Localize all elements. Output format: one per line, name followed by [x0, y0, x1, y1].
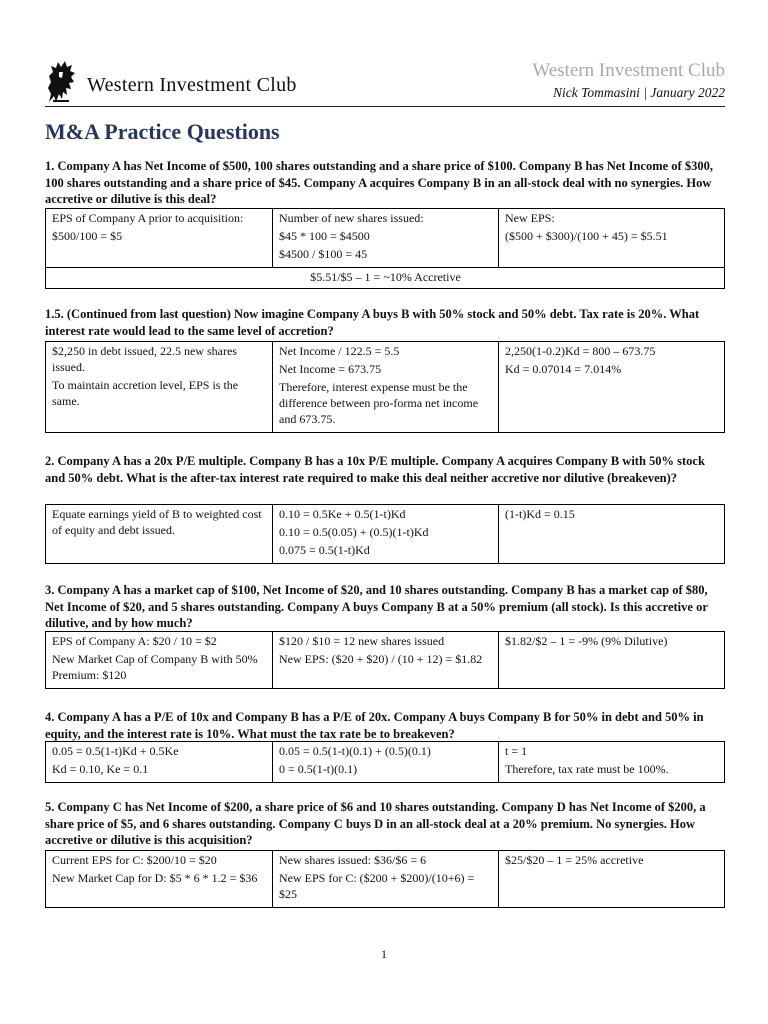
question-5: 5. Company C has Net Income of $200, a share price of $6 and 10 shares outstanding. Company D has Net Income of $200, a share price of $5, and 6 shares outstanding. Company C buys D in an all-stock deal at a 20% premium. No synergies. How accretive or dilutive is this acquisition?: [45, 800, 706, 847]
table-cell: [46, 742, 273, 783]
answer-table-1-5: [45, 341, 725, 433]
table-footer-cell: $5.51/$5 – 1 = ~10% Accretive: [46, 268, 725, 289]
brand-name: Western Investment Club: [87, 74, 297, 96]
table-cell: [499, 209, 725, 268]
cell-line: $25/$20 – 1 = 25% accretive: [505, 853, 644, 867]
table-cell: [273, 342, 499, 433]
page-title: M&A Practice Questions: [45, 119, 280, 144]
table-cell: [273, 209, 499, 268]
answer-table-5: [45, 850, 725, 908]
cell-line: Number of new shares issued:: [279, 211, 424, 225]
cell-line: New EPS for C: ($200 + $200)/(10+6) = $25: [279, 871, 475, 901]
cell-line: t = 1: [505, 744, 528, 758]
page-header: [45, 58, 725, 106]
cell-line: Net Income / 122.5 = 5.5: [279, 344, 400, 358]
table-cell: [46, 342, 273, 433]
table-cell: [499, 742, 725, 783]
table-cell: [46, 209, 273, 268]
question-4: 4. Company A has a P/E of 10x and Company B has a P/E of 20x. Company A buys Company B for 50% in debt and 50% in equity, and the interest rate is 10%. What must the tax rate be to breakeven?: [45, 710, 704, 741]
cell-line: To maintain accretion level, EPS is the same.: [52, 378, 239, 408]
table-cell: [273, 851, 499, 908]
page-number: 1: [381, 947, 387, 961]
cell-line: New EPS: ($20 + $20) / (10 + 12) = $1.82: [279, 652, 483, 666]
cell-line: $2,250 in debt issued, 22.5 new shares issued.: [52, 344, 237, 374]
table-cell: [46, 851, 273, 908]
cell-line: New Market Cap of Company B with 50% Premium: $120: [52, 652, 258, 682]
cell-line: $4500 / $100 = 45: [279, 247, 368, 261]
question-3: 3. Company A has a market cap of $100, Net Income of $20, and 10 shares outstanding. Company B has a market cap of $80, Net Income of $20, and 5 shares outstanding. Company A buys Company B at a 50% premium (all stock). Is this accretive or dilutive, and by how much?: [45, 583, 708, 630]
cell-line: 2,250(1-0.2)Kd = 800 – 673.75: [505, 344, 656, 358]
table-row: [46, 742, 725, 783]
table-cell: [499, 851, 725, 908]
cell-line: $45 * 100 = $4500: [279, 229, 370, 243]
cell-line: $1.82/$2 – 1 = -9% (9% Dilutive): [505, 634, 668, 648]
cell-line: Kd = 0.10, Ke = 0.1: [52, 762, 149, 776]
cell-line: New shares issued: $36/$6 = 6: [279, 853, 427, 867]
answer-table-3: [45, 631, 725, 689]
table-cell: [499, 342, 725, 433]
cell-line: Current EPS for C: $200/10 = $20: [52, 853, 217, 867]
cell-line: Therefore, interest expense must be the difference between pro-forma net income and 673.75.: [279, 380, 479, 426]
cell-line: ($500 + $300)/(100 + 45) = $5.51: [505, 229, 668, 243]
cell-line: Equate earnings yield of B to weighted cost of equity and debt issued.: [52, 507, 262, 537]
club-name: Western Investment Club: [532, 60, 725, 81]
table-cell: [273, 742, 499, 783]
cell-line: Kd = 0.07014 = 7.014%: [505, 362, 622, 376]
table-cell: [499, 505, 725, 564]
cell-line: 0.05 = 0.5(1-t)Kd + 0.5Ke: [52, 744, 179, 758]
cell-line: $120 / $10 = 12 new shares issued: [279, 634, 445, 648]
question-2: 2. Company A has a 20x P/E multiple. Company B has a 10x P/E multiple. Company A acquires Company B with 50% stock and 50% debt. What is the after-tax interest rate required to make this deal neither accretive nor dilutive (breakeven)?: [45, 454, 705, 485]
cell-line: EPS of Company A: $20 / 10 = $2: [52, 634, 217, 648]
cell-line: 0.075 = 0.5(1-t)Kd: [279, 543, 370, 557]
table-row: [46, 505, 725, 564]
cell-line: 0 = 0.5(1-t)(0.1): [279, 762, 358, 776]
cell-line: 0.10 = 0.5Ke + 0.5(1-t)Kd: [279, 507, 406, 521]
answer-table-1: [45, 208, 725, 289]
header-right: [532, 60, 725, 102]
table-cell: [46, 505, 273, 564]
header-rule: [45, 106, 725, 107]
cell-line: New Market Cap for D: $5 * 6 * 1.2 = $36: [52, 871, 258, 885]
table-cell: [273, 505, 499, 564]
table-row: [46, 342, 725, 433]
cell-line: $500/100 = $5: [52, 229, 123, 243]
cell-line: 0.05 = 0.5(1-t)(0.1) + (0.5)(0.1): [279, 744, 431, 758]
cell-line: Net Income = 673.75: [279, 362, 382, 376]
cell-line: 0.10 = 0.5(0.05) + (0.5)(1-t)Kd: [279, 525, 429, 539]
griffin-logo-icon: [45, 58, 77, 104]
author-date: Nick Tommasini | January 2022: [553, 85, 725, 100]
table-row: [46, 209, 725, 268]
table-row: [46, 632, 725, 689]
answer-table-2: [45, 504, 725, 564]
table-cell: [499, 632, 725, 689]
question-1: 1. Company A has Net Income of $500, 100 shares outstanding and a share price of $100. Company B has Net Income of $300, 100 shares outstanding and a share price of $45. Company A acquires Company B in an all-stock deal with no synergies. How accretive or dilutive is this deal?: [45, 159, 713, 206]
cell-line: (1-t)Kd = 0.15: [505, 507, 575, 521]
table-cell: [273, 632, 499, 689]
table-row: [46, 851, 725, 908]
cell-line: EPS of Company A prior to acquisition:: [52, 211, 244, 225]
cell-line: Therefore, tax rate must be 100%.: [505, 762, 669, 776]
answer-table-4: [45, 741, 725, 783]
table-row: [46, 268, 725, 289]
question-1-5: 1.5. (Continued from last question) Now imagine Company A buys B with 50% stock and 50% debt. Tax rate is 20%. What interest rate would lead to the same level of accretion?: [45, 307, 700, 338]
table-cell: [46, 632, 273, 689]
cell-line: New EPS:: [505, 211, 555, 225]
